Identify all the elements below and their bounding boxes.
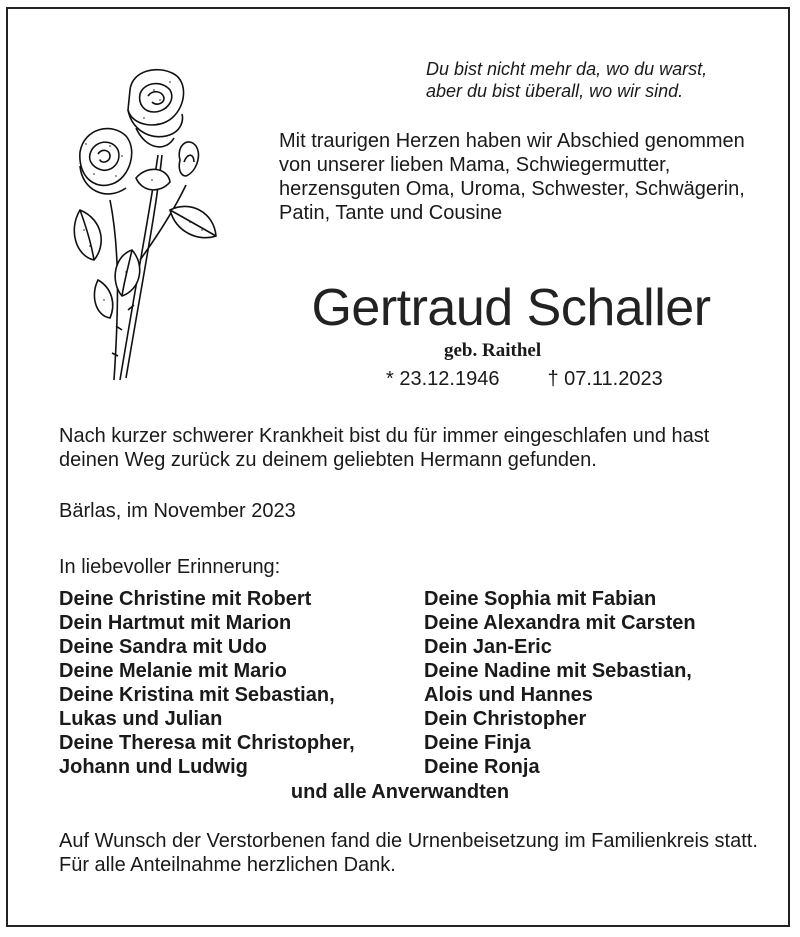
birth-date: * 23.12.1946 — [386, 368, 500, 390]
mourner-item: Dein Hartmut mit Marion — [59, 612, 292, 634]
mourner-item: Dein Jan-Eric — [424, 636, 552, 658]
rose-icon — [70, 60, 220, 390]
mourner-item: Lukas und Julian — [59, 708, 223, 730]
quote-line-1: Du bist nicht mehr da, wo du warst, — [426, 59, 708, 79]
mourner-item: Deine Christine mit Robert — [59, 588, 312, 610]
mourner-item: Deine Theresa mit Christopher, — [59, 732, 355, 754]
relatives-line: und alle Anverwandten — [290, 781, 510, 803]
birth-name: geb. Raithel — [444, 340, 542, 361]
mourner-item: Deine Alexandra mit Carsten — [424, 612, 696, 634]
quote-line-2: aber du bist überall, wo wir sind. — [426, 81, 684, 101]
intro-text: Mit traurigen Herzen haben wir Abschied genommen von unserer lieben Mama, Schwiegermutter, herzensguten Oma, Uroma, Schwester, Schwägerin, Patin, Tante und Cousine — [279, 130, 745, 224]
death-date: † 07.11.2023 — [547, 368, 663, 390]
mourner-item: Alois und Hannes — [424, 684, 593, 706]
epitaph-quote — [426, 58, 707, 102]
mourner-item: Deine Sophia mit Fabian — [424, 588, 657, 610]
place-date: Bärlas, im November 2023 — [59, 500, 296, 522]
deceased-name: Gertraud Schaller — [311, 279, 711, 337]
mourner-item: Deine Kristina mit Sebastian, — [59, 684, 335, 706]
closing-text: Auf Wunsch der Verstorbenen fand die Urnenbeisetzung im Familienkreis statt. Für alle Anteilnahme herzlichen Dank. — [59, 830, 758, 876]
mourner-item: Deine Finja — [424, 732, 531, 754]
mourner-item: Deine Ronja — [424, 756, 540, 778]
mourner-item: Dein Christopher — [424, 708, 587, 730]
mourner-item: Deine Melanie mit Mario — [59, 660, 287, 682]
mourner-item: Johann und Ludwig — [59, 756, 248, 778]
life-dates — [386, 368, 663, 391]
mourner-item: Deine Nadine mit Sebastian, — [424, 660, 692, 682]
mourners-right-column — [424, 587, 696, 779]
remembrance-label: In liebevoller Erinnerung: — [59, 556, 281, 578]
mourner-item: Deine Sandra mit Udo — [59, 636, 267, 658]
message-text: Nach kurzer schwerer Krankheit bist du für immer eingeschlafen und hast deinen Weg zurück zu deinem geliebten Hermann gefunden. — [59, 425, 710, 471]
mourners-left-column — [59, 587, 355, 779]
